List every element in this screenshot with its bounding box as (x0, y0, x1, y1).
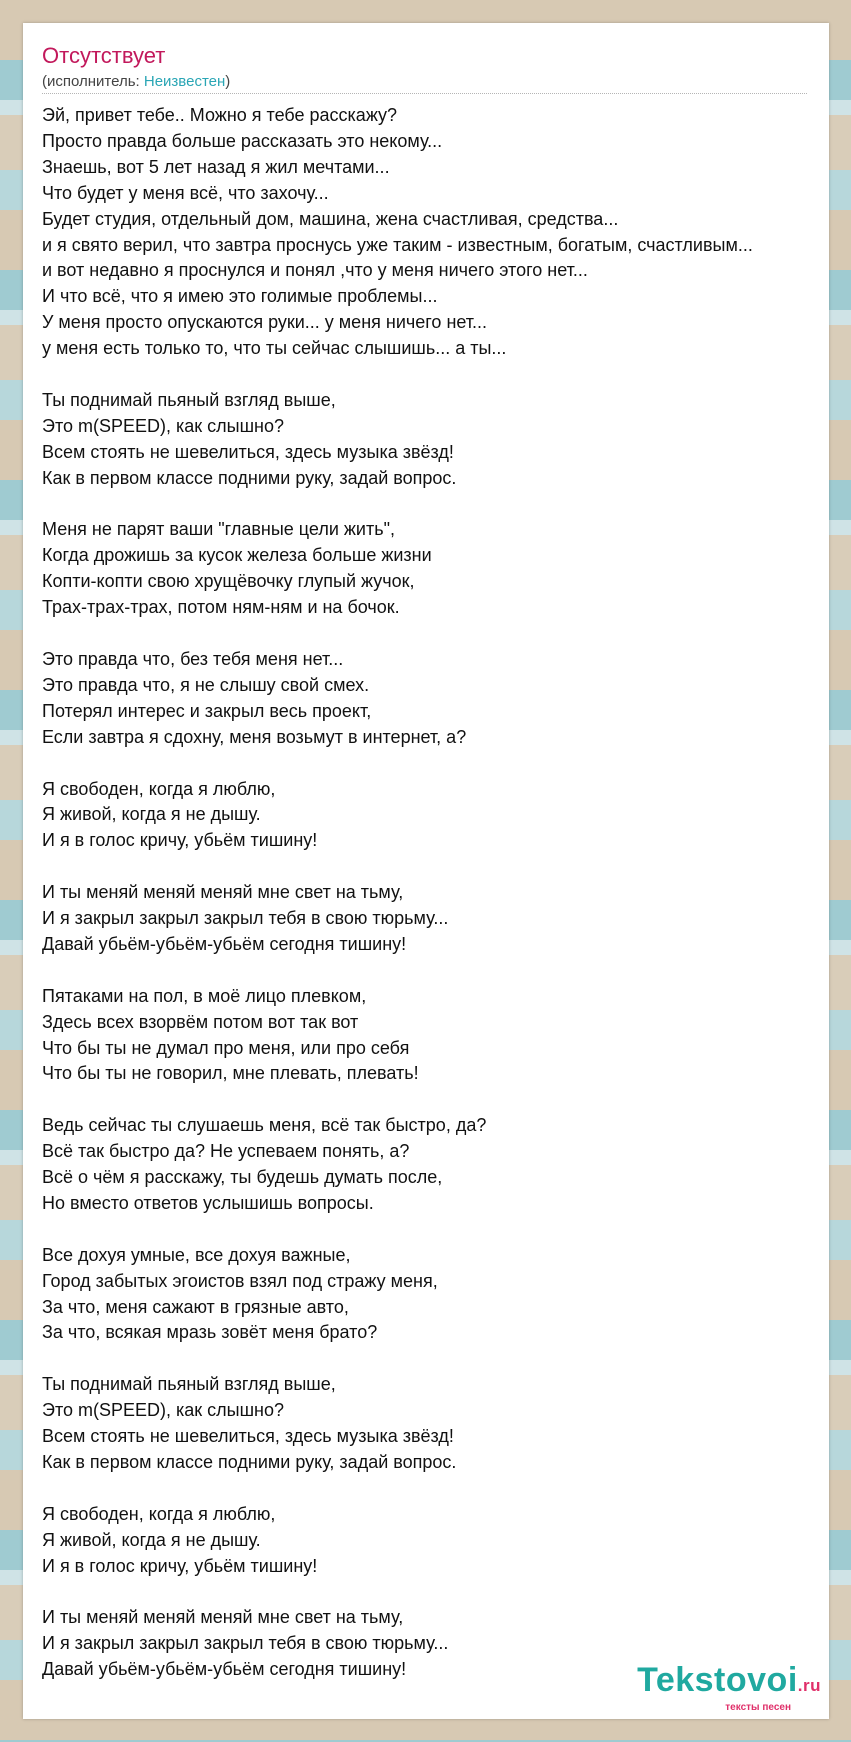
lyrics-line: Всё так быстро да? Не успеваем понять, а? (42, 1141, 410, 1162)
lyrics-stanza (42, 1372, 832, 1476)
lyrics-line: Будет студия, отдельный дом, машина, жена счастливая, средства... (42, 208, 619, 229)
lyrics-line: Давай убьём-убьём-убьём сегодня тишину! (42, 933, 407, 954)
lyrics-line: Но вместо ответов услышишь вопросы. (42, 1192, 374, 1213)
lyrics-stanza (42, 1502, 832, 1580)
lyrics-card (23, 23, 829, 1719)
lyrics-line: Всем стоять не шевелиться, здесь музыка звёзд! (42, 441, 454, 462)
lyrics-line: Знаешь, вот 5 лет назад я жил мечтами... (42, 156, 390, 177)
artist-line (42, 73, 230, 91)
lyrics-line: Трах-трах-трах, потом ням-ням и на бочок. (42, 597, 400, 618)
lyrics-line: и я свято верил, что завтра проснусь уже таким - известным, богатым, счастливым... (42, 234, 753, 255)
lyrics-line: Пятаками на пол, в моё лицо плевком, (42, 985, 367, 1006)
lyrics-line: И ты меняй меняй меняй мне свет на тьму, (42, 882, 404, 903)
lyrics-line: Я живой, когда я не дышу. (42, 804, 261, 825)
lyrics-stanza (42, 984, 832, 1088)
lyrics-line: Давай убьём-убьём-убьём сегодня тишину! (42, 1659, 407, 1680)
lyrics-line: Это m(SPEED), как слышно? (42, 415, 284, 436)
lyrics-stanza (42, 777, 832, 855)
lyrics-line: Копти-копти свою хрущёвочку глупый жучок, (42, 571, 415, 592)
lyrics-body (42, 103, 832, 1709)
artist-suffix: ) (225, 73, 231, 90)
lyrics-line: И я закрыл закрыл закрыл тебя в свою тюрьму... (42, 1633, 449, 1654)
lyrics-line: Город забытых эгоистов взял под стражу меня, (42, 1270, 438, 1291)
lyrics-line: И ты меняй меняй меняй мне свет на тьму, (42, 1607, 404, 1628)
lyrics-line: Я свободен, когда я люблю, (42, 1503, 276, 1524)
lyrics-line: Всем стоять не шевелиться, здесь музыка звёзд! (42, 1426, 454, 1447)
lyrics-line: Что бы ты не думал про меня, или про себя (42, 1037, 410, 1058)
lyrics-stanza (42, 1243, 832, 1347)
lyrics-line: Здесь всех взорвём потом вот так вот (42, 1011, 359, 1032)
lyrics-line: Ты поднимай пьяный взгляд выше, (42, 389, 336, 410)
lyrics-line: Это правда что, я не слышу свой смех. (42, 674, 370, 695)
lyrics-line: Как в первом классе подними руку, задай вопрос. (42, 1451, 457, 1472)
lyrics-stanza (42, 880, 832, 958)
lyrics-line: Ведь сейчас ты слушаешь меня, всё так быстро, да? (42, 1115, 487, 1136)
lyrics-line: Эй, привет тебе.. Можно я тебе расскажу? (42, 105, 398, 125)
lyrics-line: Просто правда больше рассказать это некому... (42, 130, 443, 151)
logo-name: Tekstovoi (637, 1661, 798, 1699)
title-divider (42, 93, 807, 94)
song-title: Отсутствует (42, 43, 166, 68)
lyrics-line: Я живой, когда я не дышу. (42, 1529, 261, 1550)
lyrics-stanza (42, 103, 832, 362)
lyrics-line: Я свободен, когда я люблю, (42, 778, 276, 799)
artist-link[interactable]: Неизвестен (143, 73, 226, 90)
lyrics-line: И что всё, что я имею это голимые проблемы... (42, 286, 438, 307)
lyrics-line: И я закрыл закрыл закрыл тебя в свою тюрьму... (42, 908, 449, 929)
lyrics-stanza (42, 388, 832, 492)
lyrics-line: Что бы ты не говорил, мне плевать, плевать! (42, 1063, 419, 1084)
lyrics-stanza (42, 517, 832, 621)
lyrics-line: У меня просто опускаются руки... у меня ничего нет... (42, 312, 488, 333)
lyrics-line: Всё о чём я расскажу, ты будешь думать после, (42, 1167, 443, 1188)
lyrics-line: Ты поднимай пьяный взгляд выше, (42, 1374, 336, 1395)
lyrics-line: Потерял интерес и закрыл весь проект, (42, 700, 372, 721)
lyrics-line: И я в голос кричу, убьём тишину! (42, 830, 318, 851)
lyrics-stanza (42, 647, 832, 751)
lyrics-line: Как в первом классе подними руку, задай вопрос. (42, 467, 457, 488)
lyrics-line: Это правда что, без тебя меня нет... (42, 648, 344, 669)
logo-tld: .ru (797, 1676, 821, 1695)
lyrics-line: Все дохуя умные, все дохуя важные, (42, 1244, 351, 1265)
lyrics-line: Что будет у меня всё, что захочу... (42, 182, 329, 203)
artist-prefix: (исполнитель: (42, 73, 144, 90)
logo-tagline: тексты песен (725, 1702, 791, 1713)
lyrics-line: Это m(SPEED), как слышно? (42, 1400, 284, 1421)
lyrics-line: И я в голос кричу, убьём тишину! (42, 1555, 318, 1576)
lyrics-line: За что, меня сажают в грязные авто, (42, 1296, 349, 1317)
lyrics-line: у меня есть только то, что ты сейчас слышишь... а ты... (42, 338, 507, 359)
lyrics-line: Если завтра я сдохну, меня возьмут в интернет, а? (42, 726, 467, 747)
lyrics-line: За что, всякая мразь зовёт меня брато? (42, 1322, 378, 1343)
lyrics-line: Когда дрожишь за кусок железа больше жизни (42, 545, 432, 566)
lyrics-line: Меня не парят ваши "главные цели жить", (42, 519, 395, 540)
site-logo[interactable] (637, 1663, 821, 1713)
lyrics-stanza (42, 1113, 832, 1217)
lyrics-line: и вот недавно я проснулся и понял ,что у меня ничего этого нет... (42, 260, 588, 281)
